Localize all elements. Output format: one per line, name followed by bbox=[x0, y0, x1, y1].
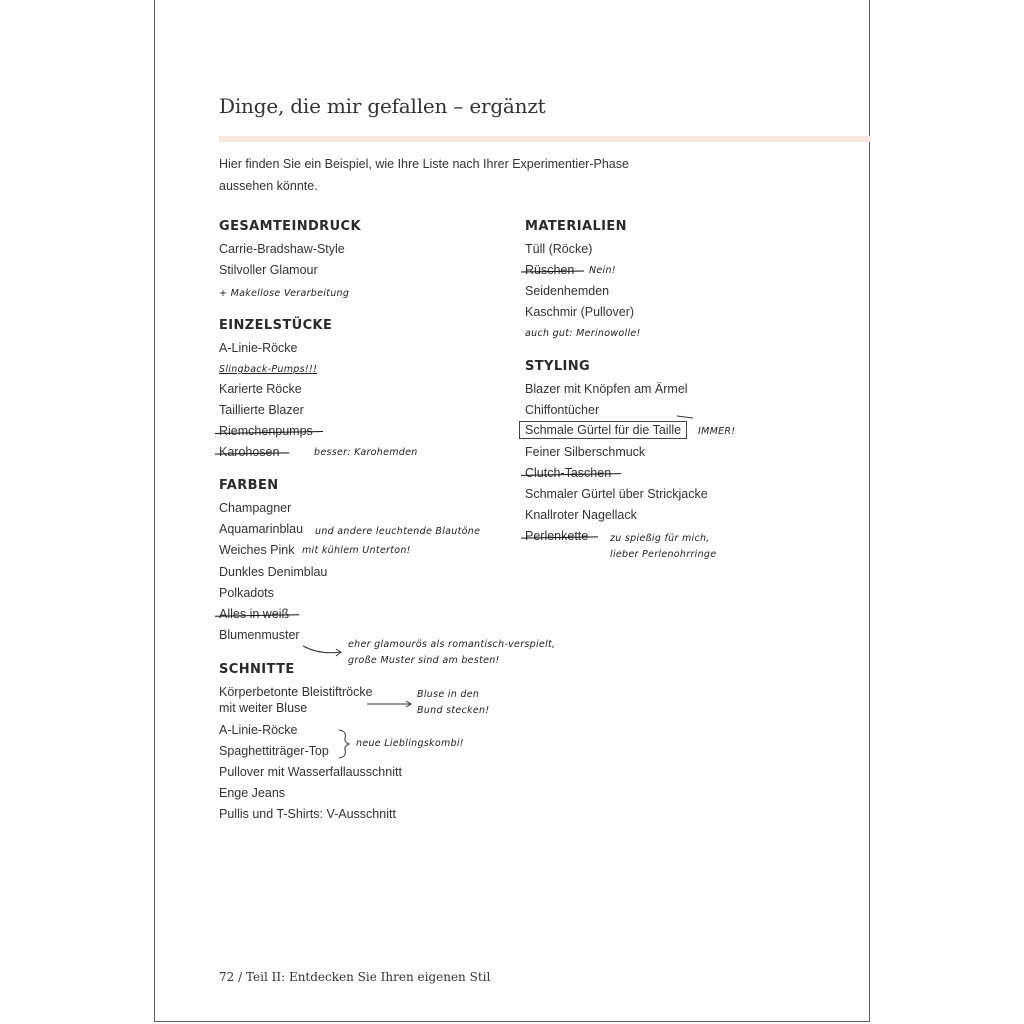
arrow-blumenmuster bbox=[303, 646, 341, 653]
list-item: Aquamarinblau bbox=[219, 522, 304, 536]
handwritten-note: lieber Perlenohrringe bbox=[610, 549, 717, 560]
heading-einzelstuecke: EINZELSTÜCKE bbox=[219, 318, 333, 333]
page-footer: 72 / Teil II: Entdecken Sie Ihren eigenen Stil bbox=[219, 970, 491, 984]
list-item: Chiffontücher bbox=[525, 403, 600, 417]
struck-text: Rüschen bbox=[525, 263, 575, 277]
intro-line-2: aussehen könnte. bbox=[219, 179, 318, 193]
list-item: Pullis und T-Shirts: V-Ausschnitt bbox=[219, 807, 396, 821]
handwritten-note: auch gut: Merinowolle! bbox=[525, 328, 641, 339]
handwritten-item: Slingback-Pumps!!! bbox=[219, 364, 318, 375]
handwritten-note: Bluse in den bbox=[417, 689, 480, 700]
book-page bbox=[154, 0, 870, 1022]
handwritten-note: eher glamourös als romantisch-verspielt, bbox=[348, 639, 556, 650]
list-item: Karierte Röcke bbox=[219, 382, 302, 396]
list-item: Dunkles Denimblau bbox=[219, 565, 328, 579]
handwritten-note: mit kühlem Unterton! bbox=[302, 545, 411, 556]
list-item: Polkadots bbox=[219, 586, 274, 600]
list-item: Carrie-Bradshaw-Style bbox=[219, 242, 345, 256]
handwritten-note: + Makellose Verarbeitung bbox=[219, 288, 350, 299]
list-item: Taillierte Blazer bbox=[219, 403, 304, 417]
handwritten-note: zu spießig für mich, bbox=[610, 533, 710, 544]
heading-farben: FARBEN bbox=[219, 478, 279, 493]
list-item: Champagner bbox=[219, 501, 292, 515]
list-item: A-Linie-Röcke bbox=[219, 723, 298, 737]
handwritten-note: neue Lieblingskombi! bbox=[356, 738, 464, 749]
list-item: Schmaler Gürtel über Strickjacke bbox=[525, 487, 708, 501]
heading-schnitte: SCHNITTE bbox=[219, 662, 295, 677]
list-item: Blazer mit Knöpfen am Ärmel bbox=[525, 382, 688, 396]
struck-text: Perlenkette bbox=[525, 529, 589, 543]
list-item: Kaschmir (Pullover) bbox=[525, 305, 635, 319]
boxed-item: Schmale Gürtel für die Taille bbox=[519, 421, 687, 439]
handwritten-marks bbox=[155, 0, 871, 1022]
handwritten-note: große Muster sind am besten! bbox=[348, 655, 500, 666]
handwritten-note: Bund stecken! bbox=[417, 705, 490, 716]
list-item: Stilvoller Glamour bbox=[219, 263, 318, 277]
list-item: mit weiter Bluse bbox=[219, 701, 308, 715]
struck-text: Alles in weiß bbox=[219, 607, 290, 621]
brace-kombi bbox=[339, 730, 349, 758]
page-title: Dinge, die mir gefallen – ergänzt bbox=[219, 94, 546, 118]
intro-line-1: Hier finden Sie ein Beispiel, wie Ihre Liste nach Ihrer Experimentier-Phase bbox=[219, 157, 629, 171]
heading-styling: STYLING bbox=[525, 359, 591, 374]
handwritten-note: und andere leuchtende Blautöne bbox=[315, 526, 481, 537]
struck-text: Riemchenpumps bbox=[219, 424, 313, 438]
handwritten-note: IMMER! bbox=[698, 426, 736, 437]
list-item: Feiner Silberschmuck bbox=[525, 445, 646, 459]
list-item: Spaghettiträger-Top bbox=[219, 744, 329, 758]
struck-text: Clutch-Taschen bbox=[525, 466, 612, 480]
heading-materialien: MATERIALIEN bbox=[525, 219, 627, 234]
list-item: Tüll (Röcke) bbox=[525, 242, 593, 256]
list-item: Blumenmuster bbox=[219, 628, 300, 642]
list-item: A-Linie-Röcke bbox=[219, 341, 298, 355]
list-item: Knallroter Nagellack bbox=[525, 508, 637, 522]
list-item: Körperbetonte Bleistiftröcke bbox=[219, 685, 373, 699]
list-item: Weiches Pink bbox=[219, 543, 295, 557]
box-overstroke bbox=[677, 416, 693, 418]
list-item: Pullover mit Wasserfallausschnitt bbox=[219, 765, 402, 779]
heading-gesamteindruck: GESAMTEINDRUCK bbox=[219, 219, 361, 234]
handwritten-note: Nein! bbox=[589, 265, 616, 276]
list-item: Seidenhemden bbox=[525, 284, 610, 298]
list-item: Enge Jeans bbox=[219, 786, 286, 800]
struck-text: Karohosen bbox=[219, 445, 280, 459]
handwritten-note: besser: Karohemden bbox=[314, 447, 418, 458]
